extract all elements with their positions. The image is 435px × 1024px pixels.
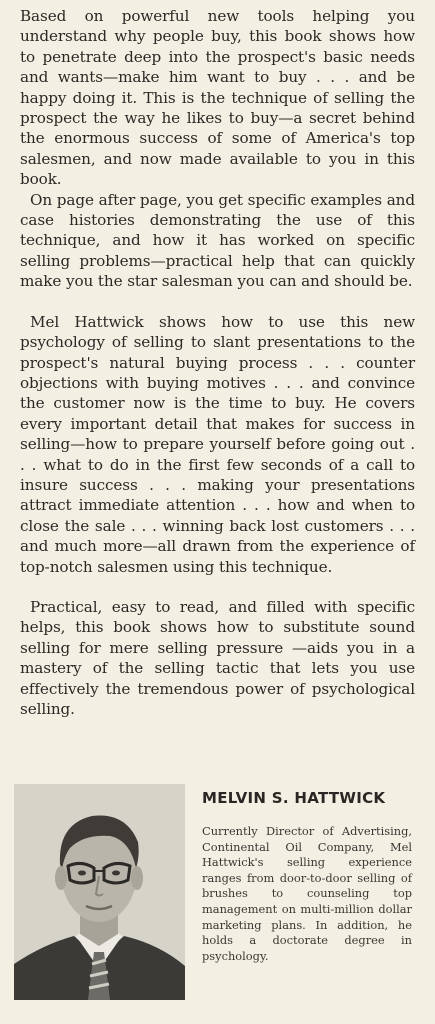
paragraph-1: Based on powerful new tools helping you understand why people buy, this book shows how to penetrate deep into the prospect's basic needs and wants—make him want to buy . . . and be happy doing it. This is the technique of selling the prospect the way he likes to buy—a secret behind the enormous success of some of America's top salesmen, and now made available to you in this book.: [20, 7, 415, 189]
author-name: MELVIN S. HATTWICK: [202, 789, 386, 807]
paragraph-2: On page after page, you get specific examples and case histories demonstrating the use of this technique, and how it has worked on specific selling problems—practical help that can quickly make you the star salesman you can and should be.: [20, 190, 415, 291]
author-photo: [14, 784, 185, 1000]
paragraph-3: Mel Hattwick shows how to use this new psychology of selling to slant presentations to the prospect's natural buying process . . . counter objections with buying motives . . . and convince the customer now is the time to buy. He covers every important detail that makes for success in selling—how to prepare yourself before going out . . . what to do in the first few seconds of a call to insure success . . . making your presentations attract immediate attention . . . how and when to close the sale . . . winning back lost customers . . . and much more—all drawn from the experience of top-notch salesmen using this technique.: [20, 312, 415, 576]
paragraph-4: Practical, easy to read, and filled with specific helps, this book shows how to substitute sound selling for mere selling pressure —aids you in a mastery of the selling tactic that lets you use effectively the tremendous power of psychological selling.: [20, 597, 415, 718]
author-portrait-image: [14, 784, 185, 1000]
author-bio: Currently Director of Advertising, Continental Oil Company, Mel Hattwick's selling experience ranges from door-to-door selling of brushes to counseling top management on multi-million dollar marketing plans. In addition, he holds a doctorate degree in psychology.: [202, 824, 412, 963]
description-text: [20, 6, 415, 719]
